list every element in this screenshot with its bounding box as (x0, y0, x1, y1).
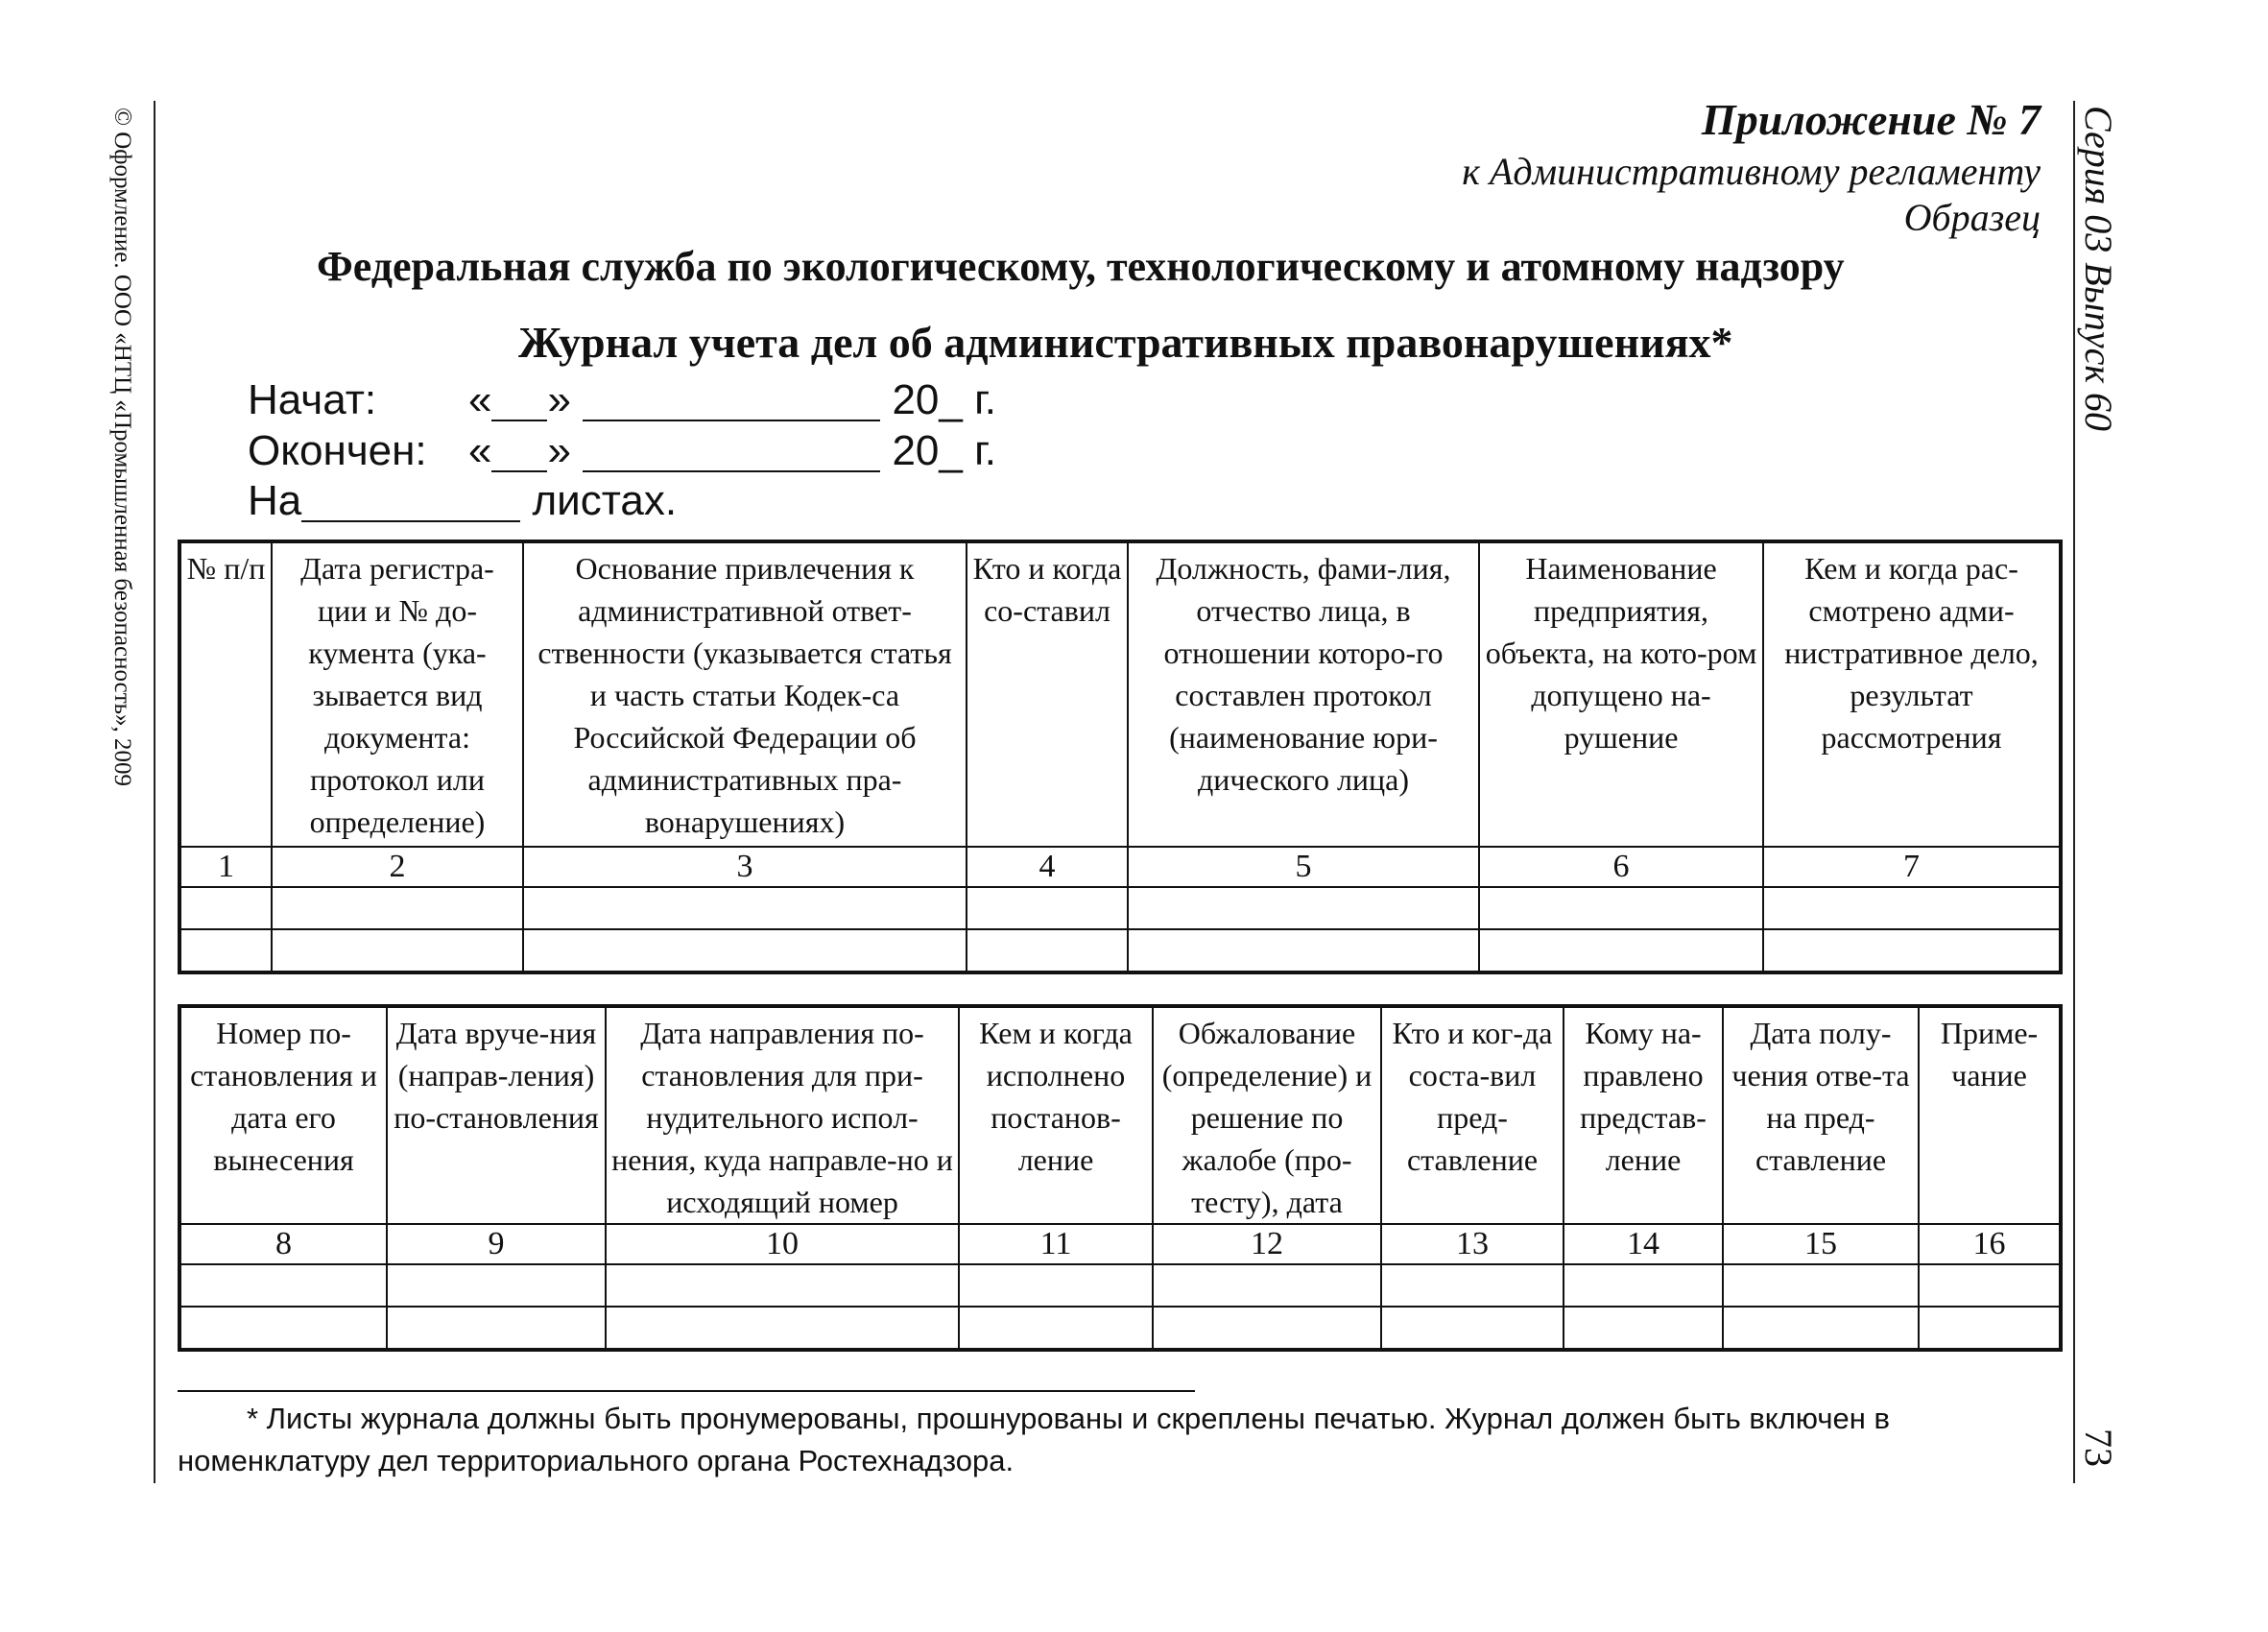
left-margin-rule (154, 101, 155, 1483)
sheets-blank[interactable] (301, 486, 520, 522)
started-field (248, 376, 996, 423)
sample-label: Образец (1903, 196, 2041, 239)
agency-title: Федеральная служба по экологическому, технологическому и атомному надзору (317, 243, 1845, 290)
empty-cell[interactable] (1763, 929, 2061, 972)
column-header: Дата полу-чения отве-та на пред-ставление (1723, 1006, 1919, 1224)
empty-cell[interactable] (387, 1307, 606, 1350)
empty-cell[interactable] (1479, 887, 1763, 929)
empty-cell[interactable] (179, 1264, 387, 1307)
empty-cell[interactable] (967, 929, 1128, 972)
column-number: 11 (959, 1224, 1153, 1264)
empty-cell[interactable] (1153, 1307, 1381, 1350)
ended-field (248, 427, 996, 474)
month-blank[interactable] (583, 436, 880, 472)
started-label: Начат: (248, 376, 377, 423)
column-number: 7 (1763, 847, 2061, 887)
column-header: Кто и ког-да соста-вил пред-ставление (1381, 1006, 1564, 1224)
footnote: * Листы журнала должны быть пронумерованы, прошнурованы и скреплены печатью. Журнал должен быть включен в номенклатуру дел территориального органа Ростехнадзора. (178, 1402, 1890, 1477)
empty-cell[interactable] (1381, 1307, 1564, 1350)
column-number: 1 (179, 847, 272, 887)
column-number: 12 (1153, 1224, 1381, 1264)
table-header-row (179, 1006, 2061, 1224)
column-number: 8 (179, 1224, 387, 1264)
empty-cell[interactable] (967, 887, 1128, 929)
empty-cell[interactable] (523, 929, 967, 972)
table-row (179, 929, 2061, 972)
journal-table-part-2 (178, 1004, 2063, 1352)
empty-cell[interactable] (606, 1264, 959, 1307)
footnote-rule (178, 1390, 1195, 1392)
empty-cell[interactable] (1919, 1307, 2061, 1350)
column-number: 3 (523, 847, 967, 887)
column-header: Кто и когда со-ставил (967, 541, 1128, 847)
column-header: Основание привлечения к административной ответ-ственности (указывается статья и часть статьи Кодек-са Российской Федерации об административных пра-вонарушениях) (523, 541, 967, 847)
table-header-row (179, 541, 2061, 847)
empty-cell[interactable] (1128, 887, 1479, 929)
empty-cell[interactable] (179, 887, 272, 929)
appendix-subtitle: к Административному регламенту (1462, 150, 2041, 193)
series-label: Серия 03 Выпуск 60 (2077, 106, 2120, 432)
column-header: Дата вруче-ния (направ-ления) по-становления (387, 1006, 606, 1224)
day-blank[interactable] (491, 436, 547, 472)
empty-cell[interactable] (1128, 929, 1479, 972)
empty-cell[interactable] (179, 929, 272, 972)
column-header: Кем и когда исполнено постанов-ление (959, 1006, 1153, 1224)
column-header: № п/п (179, 541, 272, 847)
column-header: Номер по-становления и дата его вынесения (179, 1006, 387, 1224)
column-header: Дата направления по-становления для при-нудительного испол-нения, куда направле-но и исходящий номер (606, 1006, 959, 1224)
column-number: 13 (1381, 1224, 1564, 1264)
column-number: 15 (1723, 1224, 1919, 1264)
column-header: Кому на-правлено представ-ление (1564, 1006, 1723, 1224)
table-row (179, 887, 2061, 929)
year-label: 20_ г. (892, 376, 996, 423)
empty-cell[interactable] (959, 1307, 1153, 1350)
column-number: 6 (1479, 847, 1763, 887)
column-number: 5 (1128, 847, 1479, 887)
empty-cell[interactable] (1763, 887, 2061, 929)
day-blank[interactable] (491, 385, 547, 421)
column-header: Наименование предприятия, объекта, на кото-ром допущено на-рушение (1479, 541, 1763, 847)
month-blank[interactable] (583, 385, 880, 421)
empty-cell[interactable] (387, 1264, 606, 1307)
column-number: 4 (967, 847, 1128, 887)
empty-cell[interactable] (1564, 1264, 1723, 1307)
empty-cell[interactable] (272, 887, 523, 929)
sheets-prefix: На (248, 477, 302, 524)
empty-cell[interactable] (272, 929, 523, 972)
empty-cell[interactable] (1479, 929, 1763, 972)
empty-cell[interactable] (959, 1264, 1153, 1307)
table-row (179, 1264, 2061, 1307)
empty-cell[interactable] (606, 1307, 959, 1350)
empty-cell[interactable] (1919, 1264, 2061, 1307)
column-header: Должность, фами-лия, отчество лица, в отношении которо-го составлен протокол (наименование юри-дического лица) (1128, 541, 1479, 847)
column-number: 2 (272, 847, 523, 887)
empty-cell[interactable] (523, 887, 967, 929)
column-number: 14 (1564, 1224, 1723, 1264)
column-number: 10 (606, 1224, 959, 1264)
ended-label: Окончен: (248, 427, 427, 474)
sheets-field (248, 477, 678, 524)
column-number-row (179, 847, 2061, 887)
column-header: Приме-чание (1919, 1006, 2061, 1224)
empty-cell[interactable] (1723, 1307, 1919, 1350)
column-header: Обжалование (определение) и решение по жалобе (про-тесту), дата (1153, 1006, 1381, 1224)
appendix-title: Приложение № 7 (1701, 95, 2041, 144)
year-label: 20_ г. (892, 427, 996, 474)
empty-cell[interactable] (1153, 1264, 1381, 1307)
close-quote: » (547, 427, 571, 474)
column-header: Дата регистра-ции и № до-кумента (ука-зывается вид документа: протокол или определение) (272, 541, 523, 847)
close-quote: » (547, 376, 571, 423)
page-number: 73 (2077, 1428, 2120, 1467)
empty-cell[interactable] (1564, 1307, 1723, 1350)
copyright-note: © Оформление. ООО «НТЦ «Промышленная безопасность», 2009 (109, 108, 135, 787)
column-number: 9 (387, 1224, 606, 1264)
column-header: Кем и когда рас-смотрено адми-нистративное дело, результат рассмотрения (1763, 541, 2061, 847)
open-quote: « (468, 376, 492, 423)
right-margin-rule (2073, 101, 2075, 1483)
empty-cell[interactable] (179, 1307, 387, 1350)
open-quote: « (468, 427, 492, 474)
empty-cell[interactable] (1723, 1264, 1919, 1307)
journal-table-part-1 (178, 540, 2063, 974)
sheets-suffix: листах. (532, 477, 678, 524)
column-number-row (179, 1224, 2061, 1264)
column-number: 16 (1919, 1224, 2061, 1264)
journal-title: Журнал учета дел об административных правонарушениях* (518, 318, 1733, 367)
table-row (179, 1307, 2061, 1350)
empty-cell[interactable] (1381, 1264, 1564, 1307)
